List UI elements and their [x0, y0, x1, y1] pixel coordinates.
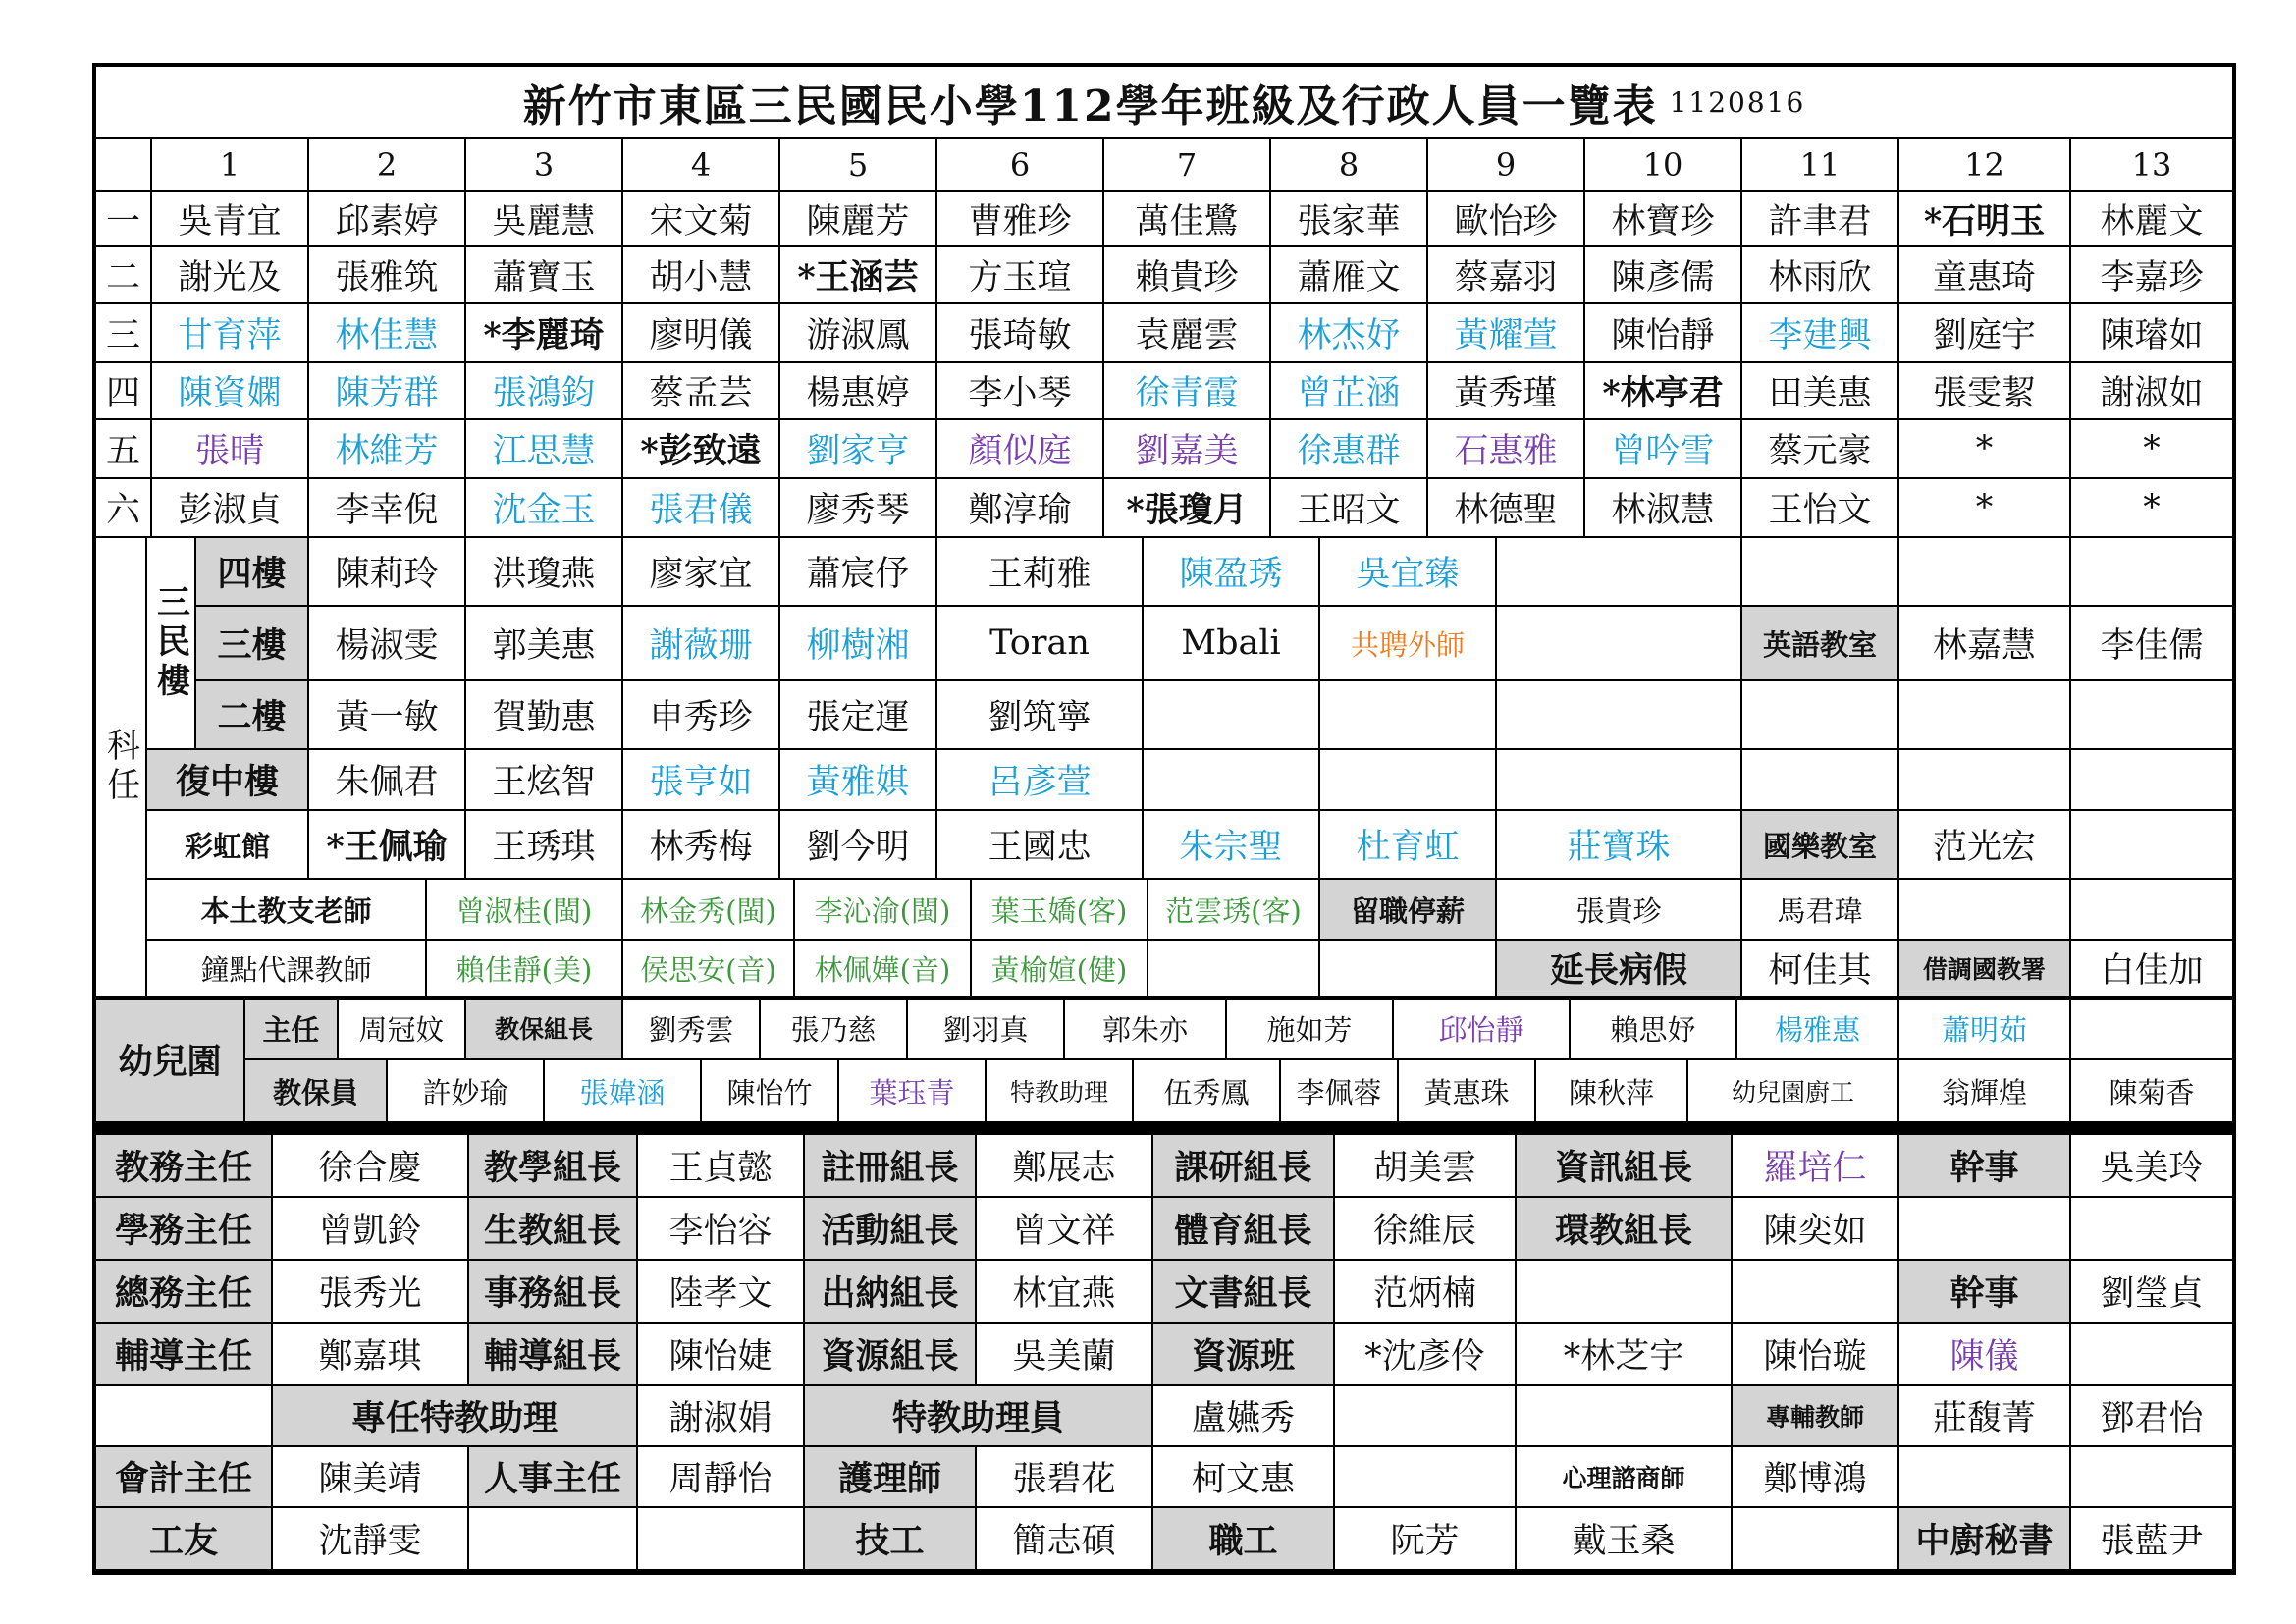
class-teacher: 曾芷涵 [1271, 363, 1428, 420]
empty [1497, 681, 1742, 750]
class-teacher: 方玉瑄 [937, 247, 1104, 304]
hourly-teacher: 賴佳靜(美) [427, 941, 623, 998]
subject-label: 科任 [96, 538, 147, 998]
grade-label: 四 [96, 363, 152, 420]
class-teacher: 張晴 [152, 420, 309, 479]
empty [1497, 750, 1742, 811]
admin-title: 資源班 [1153, 1324, 1335, 1386]
rainbow-teacher: 林秀梅 [623, 811, 780, 880]
native-teacher: 曾淑桂(閩) [427, 880, 623, 941]
kindergarten-teacher: 施如芳 [1227, 998, 1394, 1060]
admin-name: 陳奕如 [1733, 1198, 1899, 1261]
hourly-teacher-label: 鐘點代課教師 [147, 941, 427, 998]
empty [1742, 681, 1899, 750]
kindergarten-teacher: 蕭明茹 [1899, 998, 2071, 1060]
empty [1742, 750, 1899, 811]
empty [2071, 1324, 2234, 1386]
admin-title: 資訊組長 [1517, 1135, 1733, 1198]
rainbow-teacher: 杜育虹 [1320, 811, 1497, 880]
column-header-2: 2 [309, 139, 466, 192]
empty [1899, 880, 2071, 941]
class-teacher: 陳彥儒 [1585, 247, 1742, 304]
class-teacher: 林維芳 [309, 420, 466, 479]
column-header-8: 8 [1271, 139, 1428, 192]
native-teacher: 李沁渝(閩) [795, 880, 972, 941]
kindergarten-teacher: 邱怡靜 [1394, 998, 1571, 1060]
admin-title: 出納組長 [805, 1261, 977, 1324]
admin-name: 簡志碩 [977, 1508, 1153, 1571]
class-teacher: 陳資嫻 [152, 363, 309, 420]
admin-name: *林芝宇 [1517, 1324, 1733, 1386]
native-teacher: 范雲琇(客) [1148, 880, 1320, 941]
admin-name: 阮芳 [1335, 1508, 1517, 1571]
column-header-7: 7 [1104, 139, 1271, 192]
class-teacher: 顏似庭 [937, 420, 1104, 479]
music-teacher: 范光宏 [1899, 811, 2071, 880]
leave-teacher: 張貴珍 [1497, 880, 1742, 941]
empty [1497, 538, 1742, 607]
class-teacher: 歐怡珍 [1428, 192, 1585, 247]
column-header-1: 1 [152, 139, 309, 192]
column-header-12: 12 [1899, 139, 2071, 192]
title-text: 新竹市東區三民國民小學112學年班級及行政人員一覽表 [522, 81, 1658, 132]
leader-label: 教保組長 [466, 998, 623, 1060]
kindergarten-assistant: 陳秋萍 [1536, 1060, 1688, 1123]
class-teacher: 林淑慧 [1585, 479, 1742, 538]
admin-title: 總務主任 [96, 1261, 273, 1324]
floor-label-fuzhong: 復中樓 [147, 750, 309, 811]
grade-label: 三 [96, 304, 152, 363]
empty [2071, 681, 2234, 750]
admin-name: 曾文祥 [977, 1198, 1153, 1261]
floor2-teacher: 張定運 [780, 681, 937, 750]
empty [2071, 538, 2234, 607]
grade-label: 一 [96, 192, 152, 247]
kindergarten-director: 周冠妏 [339, 998, 466, 1060]
admin-title: 幹事 [1899, 1135, 2071, 1198]
floor4-teacher: 蕭宸伃 [780, 538, 937, 607]
floor3-teacher: 郭美惠 [466, 607, 623, 681]
rainbow-teacher: 朱宗聖 [1144, 811, 1320, 880]
rainbow-teacher: *王佩瑜 [309, 811, 466, 880]
hourly-teacher: 林佩嬅(音) [795, 941, 972, 998]
empty [2071, 998, 2234, 1060]
floor2-teacher: 黃一敏 [309, 681, 466, 750]
kindergarten-cook: 翁輝煌 [1899, 1060, 2071, 1123]
class-teacher: 許聿君 [1742, 192, 1899, 247]
admin-title: 資源組長 [805, 1324, 977, 1386]
native-teacher-label: 本土教支老師 [147, 880, 427, 941]
empty [2071, 1198, 2234, 1261]
empty [1320, 750, 1497, 811]
class-teacher: 陳璿如 [2071, 304, 2234, 363]
empty [1733, 1508, 1899, 1571]
empty [1144, 681, 1320, 750]
column-header-9: 9 [1428, 139, 1585, 192]
class-teacher: * [2071, 479, 2234, 538]
kindergarten-assistant: 伍秀鳳 [1134, 1060, 1281, 1123]
class-teacher: 袁麗雲 [1104, 304, 1271, 363]
class-teacher: *石明玉 [1899, 192, 2071, 247]
fuzhong-teacher: 朱佩君 [309, 750, 466, 811]
empty [1335, 1447, 1517, 1508]
admin-title: 幹事 [1899, 1261, 2071, 1324]
class-teacher: 張鴻鈞 [466, 363, 623, 420]
class-teacher: 陳怡靜 [1585, 304, 1742, 363]
class-teacher: 蔡嘉羽 [1428, 247, 1585, 304]
leave-label: 留職停薪 [1320, 880, 1497, 941]
admin-name: 陳美靖 [273, 1447, 469, 1508]
floor4-teacher: 廖家宜 [623, 538, 780, 607]
cook-label: 幼兒園廚工 [1688, 1060, 1899, 1123]
class-teacher: 吳青宜 [152, 192, 309, 247]
admin-title: 中廚秘書 [1899, 1508, 2071, 1571]
english-teacher: 李佳儒 [2071, 607, 2234, 681]
kindergarten-teacher: 劉羽真 [908, 998, 1065, 1060]
column-header-11: 11 [1742, 139, 1899, 192]
class-teacher: 張雯絜 [1899, 363, 2071, 420]
class-teacher: 劉嘉美 [1104, 420, 1271, 479]
admin-name: 曾凱鈴 [273, 1198, 469, 1261]
page-title [96, 67, 2232, 139]
empty [1899, 1198, 2071, 1261]
class-teacher: 陳麗芳 [780, 192, 937, 247]
english-teacher: 林嘉慧 [1899, 607, 2071, 681]
loan-label: 借調國教署 [1899, 941, 2071, 998]
grade-label: 二 [96, 247, 152, 304]
grade-label: 六 [96, 479, 152, 538]
class-teacher: 徐惠群 [1271, 420, 1428, 479]
kindergarten-label: 幼兒園 [96, 998, 245, 1123]
admin-name: 謝淑娟 [638, 1386, 805, 1447]
empty [2071, 880, 2234, 941]
column-header-5: 5 [780, 139, 937, 192]
class-teacher: 張雅筑 [309, 247, 466, 304]
admin-name: 戴玉桑 [1517, 1508, 1733, 1571]
admin-title: 活動組長 [805, 1198, 977, 1261]
admin-title: 人事主任 [469, 1447, 638, 1508]
class-teacher: 王昭文 [1271, 479, 1428, 538]
native-teacher: 葉玉嬌(客) [972, 880, 1148, 941]
leave-teacher: 馬君瑋 [1742, 880, 1899, 941]
kindergarten-teacher: 楊雅惠 [1737, 998, 1899, 1060]
empty [1497, 607, 1742, 681]
admin-name: 張碧花 [977, 1447, 1153, 1508]
title-code: 1120816 [1669, 85, 1806, 119]
sanmin-building-label: 三民樓 [147, 538, 196, 750]
class-teacher: 邱素婷 [309, 192, 466, 247]
class-teacher: 萬佳鷺 [1104, 192, 1271, 247]
class-teacher: * [1899, 420, 2071, 479]
class-teacher: * [2071, 420, 2234, 479]
admin-name: 徐維辰 [1335, 1198, 1517, 1261]
admin-name: 鄭展志 [977, 1135, 1153, 1198]
class-teacher: *張瓊月 [1104, 479, 1271, 538]
class-teacher: 蔡孟芸 [623, 363, 780, 420]
empty [96, 1386, 273, 1447]
rainbow-teacher: 莊寶珠 [1497, 811, 1742, 880]
kindergarten-teacher: 賴思妤 [1571, 998, 1737, 1060]
admin-name: *沈彥伶 [1335, 1324, 1517, 1386]
admin-title: 職工 [1153, 1508, 1335, 1571]
class-teacher: 徐青霞 [1104, 363, 1271, 420]
fuzhong-teacher: 黃雅娸 [780, 750, 937, 811]
native-teacher: 林金秀(閩) [623, 880, 795, 941]
english-room-label: 英語教室 [1742, 607, 1899, 681]
admin-name: 羅培仁 [1733, 1135, 1899, 1198]
class-teacher: 林佳慧 [309, 304, 466, 363]
admin-name: 吳美玲 [2071, 1135, 2234, 1198]
music-room-label: 國樂教室 [1742, 811, 1899, 880]
floor-label-floor3: 三樓 [196, 607, 309, 681]
class-teacher: 游淑鳳 [780, 304, 937, 363]
admin-name: 李怡容 [638, 1198, 805, 1261]
class-teacher: 石惠雅 [1428, 420, 1585, 479]
class-teacher: 李幸倪 [309, 479, 466, 538]
admin-name: 鄧君怡 [2071, 1386, 2234, 1447]
class-teacher: 鄭淳瑜 [937, 479, 1104, 538]
class-teacher: 宋文菊 [623, 192, 780, 247]
admin-name: 陳怡婕 [638, 1324, 805, 1386]
class-teacher: 謝淑如 [2071, 363, 2234, 420]
grade-label: 五 [96, 420, 152, 479]
section-divider [96, 996, 2232, 1000]
floor-label-floor4: 四樓 [196, 538, 309, 607]
class-teacher: 李建興 [1742, 304, 1899, 363]
class-teacher: 蕭寶玉 [466, 247, 623, 304]
class-teacher: 劉庭宇 [1899, 304, 2071, 363]
admin-name: 徐合慶 [273, 1135, 469, 1198]
kindergarten-staff: 許妙瑜 [388, 1060, 545, 1123]
admin-name: 陳儀 [1899, 1324, 2071, 1386]
admin-title: 會計主任 [96, 1447, 273, 1508]
class-teacher: 林德聖 [1428, 479, 1585, 538]
floor3-teacher: Mbali [1144, 607, 1320, 681]
class-teacher: 李嘉珍 [2071, 247, 2234, 304]
class-teacher: 蕭雁文 [1271, 247, 1428, 304]
admin-title: 專輔教師 [1733, 1386, 1899, 1447]
empty [2071, 750, 2234, 811]
empty [2071, 1447, 2234, 1508]
empty [1335, 1386, 1517, 1447]
admin-title: 環教組長 [1517, 1198, 1733, 1261]
empty [638, 1508, 805, 1571]
class-teacher: 劉家亨 [780, 420, 937, 479]
class-teacher: 謝光及 [152, 247, 309, 304]
admin-title: 課研組長 [1153, 1135, 1335, 1198]
admin-title: 心理諮商師 [1517, 1447, 1733, 1508]
admin-name: 鄭嘉琪 [273, 1324, 469, 1386]
class-teacher: 彭淑貞 [152, 479, 309, 538]
class-teacher: 田美惠 [1742, 363, 1899, 420]
admin-title: 教務主任 [96, 1135, 273, 1198]
admin-name: 鄭博鴻 [1733, 1447, 1899, 1508]
column-header-10: 10 [1585, 139, 1742, 192]
header-blank [96, 139, 152, 192]
class-teacher: *李麗琦 [466, 304, 623, 363]
column-header-3: 3 [466, 139, 623, 192]
floor3-teacher: 楊淑雯 [309, 607, 466, 681]
class-teacher: 胡小慧 [623, 247, 780, 304]
class-teacher: 張君儀 [623, 479, 780, 538]
class-teacher: 王怡文 [1742, 479, 1899, 538]
class-teacher: 張琦敏 [937, 304, 1104, 363]
loan-teacher: 白佳加 [2071, 941, 2234, 998]
kindergarten-staff: 陳怡竹 [702, 1060, 839, 1123]
floor3-teacher: 柳樹湘 [780, 607, 937, 681]
staff-label: 教保員 [245, 1060, 388, 1123]
class-teacher: 沈金玉 [466, 479, 623, 538]
admin-title: 文書組長 [1153, 1261, 1335, 1324]
empty [1517, 1261, 1733, 1324]
empty [1148, 941, 1320, 998]
class-teacher: 江思慧 [466, 420, 623, 479]
class-teacher: 張家華 [1271, 192, 1428, 247]
class-teacher: 曹雅珍 [937, 192, 1104, 247]
empty [1733, 1261, 1899, 1324]
kindergarten-leader: 劉秀雲 [623, 998, 761, 1060]
admin-name: 劉瑩貞 [2071, 1261, 2234, 1324]
floor3-teacher: Toran [937, 607, 1144, 681]
class-teacher: 蔡元豪 [1742, 420, 1899, 479]
empty [2071, 811, 2234, 880]
kindergarten-staff: 葉珏青 [839, 1060, 987, 1123]
admin-title: 特教助理員 [805, 1386, 1153, 1447]
class-teacher: *林亭君 [1585, 363, 1742, 420]
admin-name: 周靜怡 [638, 1447, 805, 1508]
class-teacher: 林雨欣 [1742, 247, 1899, 304]
class-teacher: *彭致遠 [623, 420, 780, 479]
empty [1742, 538, 1899, 607]
admin-title: 生教組長 [469, 1198, 638, 1261]
admin-title: 教學組長 [469, 1135, 638, 1198]
class-teacher: *王涵芸 [780, 247, 937, 304]
floor3-teacher: 共聘外師 [1320, 607, 1497, 681]
class-teacher: 黃秀瑾 [1428, 363, 1585, 420]
admin-name: 陳怡璇 [1733, 1324, 1899, 1386]
class-teacher: 林寶珍 [1585, 192, 1742, 247]
class-teacher: 黃耀萱 [1428, 304, 1585, 363]
class-teacher: * [1899, 479, 2071, 538]
assist-label: 特教助理 [987, 1060, 1134, 1123]
floor4-teacher: 陳盈琇 [1144, 538, 1320, 607]
kindergarten-assistant: 黃惠珠 [1399, 1060, 1536, 1123]
empty [469, 1508, 638, 1571]
rainbow-teacher: 劉今明 [780, 811, 937, 880]
class-teacher: 廖明儀 [623, 304, 780, 363]
fuzhong-teacher: 王炫智 [466, 750, 623, 811]
class-teacher: 李小琴 [937, 363, 1104, 420]
admin-name: 范炳楠 [1335, 1261, 1517, 1324]
class-teacher: 林麗文 [2071, 192, 2234, 247]
kindergarten-staff: 張媁涵 [545, 1060, 702, 1123]
section-divider [96, 1123, 2232, 1135]
empty [1517, 1386, 1733, 1447]
class-teacher: 楊惠婷 [780, 363, 937, 420]
class-teacher: 吳麗慧 [466, 192, 623, 247]
kindergarten-assistant: 李佩蓉 [1281, 1060, 1399, 1123]
column-header-6: 6 [937, 139, 1104, 192]
admin-title: 學務主任 [96, 1198, 273, 1261]
empty [1899, 1447, 2071, 1508]
sick-leave-label: 延長病假 [1497, 941, 1742, 998]
rainbow-teacher: 王國忠 [937, 811, 1144, 880]
admin-title: 註冊組長 [805, 1135, 977, 1198]
empty [1144, 750, 1320, 811]
empty [1899, 538, 2071, 607]
admin-name: 盧嬿秀 [1153, 1386, 1335, 1447]
kindergarten-teacher: 張乃慈 [761, 998, 908, 1060]
class-teacher: 陳芳群 [309, 363, 466, 420]
admin-title: 輔導組長 [469, 1324, 638, 1386]
class-teacher: 廖秀琴 [780, 479, 937, 538]
floor3-teacher: 謝薇珊 [623, 607, 780, 681]
admin-name: 吳美蘭 [977, 1324, 1153, 1386]
admin-title: 技工 [805, 1508, 977, 1571]
floor4-teacher: 陳莉玲 [309, 538, 466, 607]
floor4-teacher: 王莉雅 [937, 538, 1144, 607]
fuzhong-teacher: 張亨如 [623, 750, 780, 811]
director-label: 主任 [245, 998, 339, 1060]
floor-label-floor2: 二樓 [196, 681, 309, 750]
admin-title: 事務組長 [469, 1261, 638, 1324]
admin-name: 王貞懿 [638, 1135, 805, 1198]
empty [1899, 681, 2071, 750]
empty [1320, 941, 1497, 998]
kindergarten-cook: 陳菊香 [2071, 1060, 2234, 1123]
admin-title: 專任特教助理 [273, 1386, 638, 1447]
class-teacher: 曾吟雪 [1585, 420, 1742, 479]
class-teacher: 林杰妤 [1271, 304, 1428, 363]
admin-name: 胡美雲 [1335, 1135, 1517, 1198]
hourly-teacher: 黃榆媗(健) [972, 941, 1148, 998]
floor2-teacher: 劉筑寧 [937, 681, 1144, 750]
hourly-teacher: 侯思安(音) [623, 941, 795, 998]
floor2-teacher: 申秀珍 [623, 681, 780, 750]
class-teacher: 賴貴珍 [1104, 247, 1271, 304]
admin-name: 沈靜雯 [273, 1508, 469, 1571]
admin-name: 張秀光 [273, 1261, 469, 1324]
class-teacher: 甘育萍 [152, 304, 309, 363]
sick-leave-teacher: 柯佳其 [1742, 941, 1899, 998]
class-teacher: 童惠琦 [1899, 247, 2071, 304]
admin-name: 莊馥菁 [1899, 1386, 2071, 1447]
staff-roster-sheet [92, 63, 2236, 1575]
floor4-teacher: 吳宜臻 [1320, 538, 1497, 607]
floor4-teacher: 洪瓊燕 [466, 538, 623, 607]
admin-name: 林宜燕 [977, 1261, 1153, 1324]
empty [1320, 681, 1497, 750]
admin-name: 張藍尹 [2071, 1508, 2234, 1571]
admin-title: 體育組長 [1153, 1198, 1335, 1261]
rainbow-teacher: 王琇琪 [466, 811, 623, 880]
admin-name: 陸孝文 [638, 1261, 805, 1324]
floor-label-rainbow: 彩虹館 [147, 811, 309, 880]
fuzhong-teacher: 呂彥萱 [937, 750, 1144, 811]
empty [1899, 750, 2071, 811]
admin-title: 輔導主任 [96, 1324, 273, 1386]
column-header-13: 13 [2071, 139, 2234, 192]
column-header-4: 4 [623, 139, 780, 192]
kindergarten-teacher: 郭朱亦 [1065, 998, 1227, 1060]
admin-name: 柯文惠 [1153, 1447, 1335, 1508]
admin-title: 護理師 [805, 1447, 977, 1508]
admin-title: 工友 [96, 1508, 273, 1571]
floor2-teacher: 賀勤惠 [466, 681, 623, 750]
